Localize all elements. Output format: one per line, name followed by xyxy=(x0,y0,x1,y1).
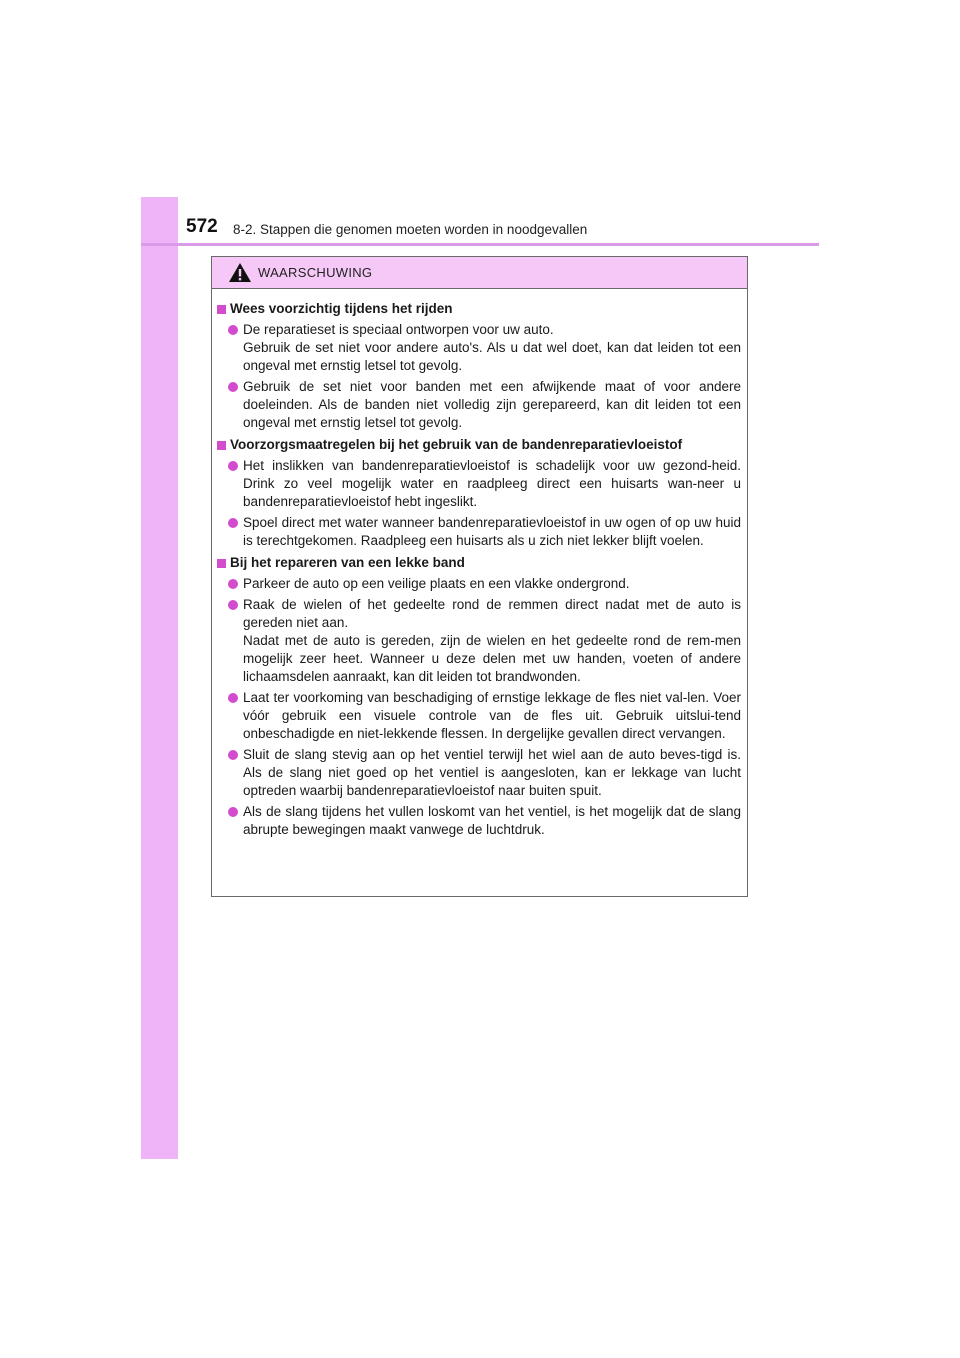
bullet-icon xyxy=(228,382,238,392)
section-square-icon xyxy=(217,441,226,450)
item-text: Nadat met de auto is gereden, zijn de wielen en het gedeelte rond de rem-men mogelijk zeer heet. Wanneer u deze delen met uw handen, voeten of andere lichaamsdelen aanraakt, kan dit leiden tot brandwonden. xyxy=(243,633,741,684)
warning-body xyxy=(212,289,747,839)
item-text: De reparatieset is speciaal ontworpen voor uw auto. xyxy=(243,322,554,337)
section-title: Bij het repareren van een lekke band xyxy=(230,555,465,570)
warning-section xyxy=(217,436,741,550)
header-title: 8-2. Stappen die genomen moeten worden in noodgevallen xyxy=(233,222,588,237)
warning-section xyxy=(217,554,741,839)
bullet-icon xyxy=(228,693,238,703)
list-item xyxy=(228,746,741,800)
bullet-icon xyxy=(228,325,238,335)
list-item xyxy=(228,321,741,375)
section-square-icon xyxy=(217,305,226,314)
bullet-icon xyxy=(228,579,238,589)
item-text: Laat ter voorkoming van beschadiging of ernstige lekkage de fles niet val-len. Voer vóór gebruik een visuele controle van de fles uit. Gebruik uitslui-tend onbeschadigde en niet-lekkende flessen. In dergelijke gevallen direct vervangen. xyxy=(243,690,741,741)
list-item xyxy=(228,803,741,839)
warning-box xyxy=(211,256,748,897)
bullet-icon xyxy=(228,518,238,528)
list-item xyxy=(228,378,741,432)
warning-title: WAARSCHUWING xyxy=(258,265,373,280)
chapter-side-tab xyxy=(141,197,178,1159)
list-item xyxy=(228,457,741,511)
bullet-icon xyxy=(228,750,238,760)
item-text: Gebruik de set niet voor banden met een afwijkende maat of voor andere doeleinden. Als de banden niet volledig zijn gerepareerd, kan dit leiden tot een ongeval met ernstig letsel tot gevolg. xyxy=(243,379,741,430)
page-number: 572 xyxy=(186,216,218,237)
list-item xyxy=(228,575,741,593)
warning-triangle-icon xyxy=(228,262,252,283)
warning-header xyxy=(212,257,747,289)
bullet-icon xyxy=(228,461,238,471)
bullet-icon xyxy=(228,600,238,610)
item-text: Parkeer de auto op een veilige plaats en een vlakke ondergrond. xyxy=(243,576,630,591)
list-item xyxy=(228,689,741,743)
section-square-icon xyxy=(217,559,226,568)
list-item xyxy=(228,514,741,550)
header-rule xyxy=(141,243,819,246)
section-title: Voorzorgsmaatregelen bij het gebruik van de bandenreparatievloeistof xyxy=(230,437,683,452)
list-item xyxy=(228,596,741,686)
item-text: Als de slang tijdens het vullen loskomt van het ventiel, is het mogelijk dat de slang abrupte bewegingen maakt vanwege de luchtdruk. xyxy=(243,804,741,837)
warning-section xyxy=(217,300,741,432)
item-text: Spoel direct met water wanneer bandenreparatievloeistof in uw ogen of op uw huid is terechtgekomen. Raadpleeg een huisarts als u zich niet lekker blijft voelen. xyxy=(243,515,741,548)
item-text: Sluit de slang stevig aan op het ventiel terwijl het wiel aan de auto beves-tigd is. Als de slang niet goed op het ventiel is aangesloten, kan er lekkage van lucht optreden waarbij bandenreparatievloeistof naar buiten spuit. xyxy=(243,747,741,798)
item-text: Het inslikken van bandenreparatievloeistof is schadelijk voor uw gezond-heid. Drink zo veel mogelijk water en raadpleeg direct een huisarts wan-neer u bandenreparatievloeistof hebt ingeslikt. xyxy=(243,458,741,509)
section-title: Wees voorzichtig tijdens het rijden xyxy=(230,301,453,316)
item-text: Raak de wielen of het gedeelte rond de remmen direct nadat met de auto is gereden niet aan. xyxy=(243,597,741,630)
item-text: Gebruik de set niet voor andere auto's. Als u dat wel doet, kan dat leiden tot een ongeval met ernstig letsel tot gevolg. xyxy=(243,340,741,373)
bullet-icon xyxy=(228,807,238,817)
